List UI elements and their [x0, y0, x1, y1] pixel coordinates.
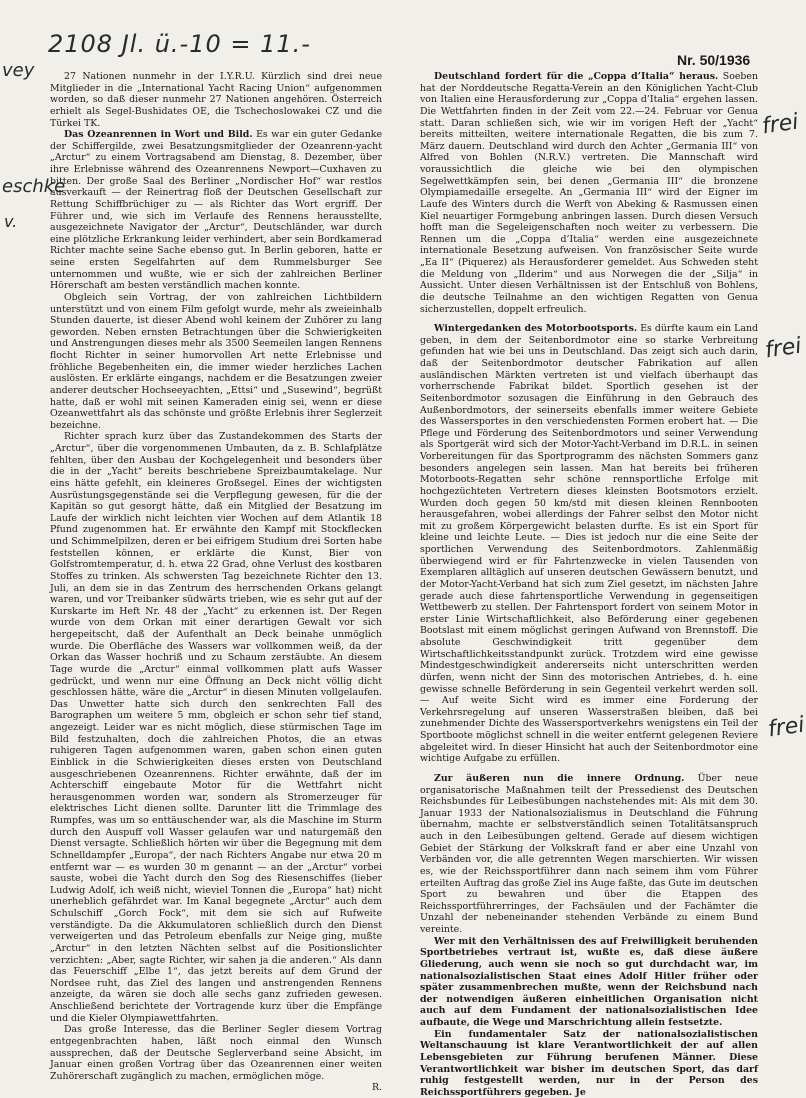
issue-number: Nr. 50/1936: [677, 52, 751, 68]
right-column: [420, 71, 758, 1098]
article-paragraph: Richter sprach kurz über das Zustandekommen des Starts der „Arctur“, über die vorgenommenen Umbauten, da z. B. Schlafplätze fehlten, über den Ausbau der Kochgelegenheit und besonders über die in der „Yacht“ bereits beschriebene Spreizbaumtakelage. Nur eins hätte gefehlt, ein kleineres Großsegel. Eines der wichtigsten Ausrüstungsgegenstände sei die Verpflegung gewesen, für die der Kapitän so gut gesorgt hätte, daß ein Mitglied der Besatzung im Laufe der wirklich nicht leichten vier Wochen auf dem Atlantik 18 Pfund zugenommen hat. Er erwähnte den Kampf mit Stockflecken und Schimmelpilzen, deren er bei eifrigem Studium drei Sorten habe feststellen können, er erklärte die Kunst, Bier von Golfstromtemperatur, d. h. etwa 22 Grad, ohne Verlust des kostbaren Stoffes zu trinken. Als schwersten Tag bezeichnete Richter den 13. Juli, an dem sie in das Zentrum des herrschenden Orkans gelangt waren, und vor Treibanker südwärts trieben, wie es sehr gut auf der Kurskarte im Heft Nr. 48 der „Yacht“ zu erkennen ist. Der Regen wurde von dem Orkan mit einer derartigen Gewalt vor sich hergepeitscht, daß der Aufenthalt an Deck beinahe unmöglich wurde. Die Oberfläche des Wassers war vollkommen weiß, da der Orkan das Wasser hochriß und zu Schaum zerstäubte. An diesem Tage wurde die „Arctur“ einmal vollkommen platt aufs Wasser gedrückt, und wenn nur eine Öffnung an Deck nicht völlig dicht geschlossen hätte, wäre die „Arctur“ in diesen Minuten vollgelaufen. Das Unwetter hatte sich durch den senkrechten Fall des Barographen um weitere 5 mm, obgleich er schon sehr tief stand, angezeigt. Leider war es nicht möglich, diese stürmischen Tage im Bild festzuhalten, doch die zahlreichen Photos, die an etwas ruhigeren Tagen aufgenommen waren, gaben schon einen guten Einblick in die Schwierigkeiten dieses ersten von Deutschland ausgeschriebenen Ozeanrennens. Richter erwähnte, daß der im Achterschiff eingebaute Motor für die Wettfahrt nicht herausgenommen worden war, sondern als Stromerzeuger für elektrisches Licht dienen sollte. Darunter litt die Trimmlage des Rumpfes, was um so enttäuschender war, als die Maschine im Sturm durch den Auspuff voll Wasser gelaufen war und naturgemäß den Dienst versagte. Schließlich hörten wir über die Begegnung mit dem Schnelldampfer „Europa“, der nach Richters Angabe nur etwa 20 m entfernt war — es wurden 30 m genannt — an der „Arctur“ vorbei sauste, wobei die Yacht durch den Sog des Riesenschiffes (lieber Ludwig Adolf, ich weiß nicht, wieviel Tonnen die „Europa“ hat) nicht unerheblich gefährdet war. Im Kanal begegnete „Arctur“ auch dem Schulschiff „Gorch Fock“, mit dem sie sich auf Rufweite verständigte. Da die Akkumulatoren schließlich durch den Dienst verweigerten und das Petroleum ebenfalls zur Neige ging, mußte „Arctur“ in den letzten Nächten selbst auf die Positionslichter verzichten: „Aber, sagte Richter, wir sahen ja die anderen.“ Als dann das Feuerschiff „Elbe 1“, das jetzt bereits auf dem Grund der Nordsee ruht, das Ziel des langen und anstrengenden Rennens anzeigte, da wären sie doch alle sechs ganz zufrieden gewesen. Anschließend berichtete der Vortragende kurz über die Empfänge und die Kieler Olympiawettfahrten.: [50, 431, 382, 1024]
article-paragraph: Wintergedanken des Motorbootsports. Es dürfte kaum ein Land geben, in dem der Seitenbordmotor eine so starke Verbreitung gefunden hat wie bei uns in Deutschland. Das zeigt sich auch darin, daß der Seitenbordmotor deutscher Fabrikation auf allen ausländischen Märkten vertreten ist und vielfach überhaupt das vorherrschende Fabrikat bildet. Sportlich gesehen ist der Seitenbordmotor sozusagen die Einführung in den Gebrauch des Außenbordmotors, der seinerseits ebenfalls immer weitere Gebiete des Wassersportes in den verschiedensten Formen erobert hat. — Die Pflege und Förderung des Seitenbordmotors und seiner Verwendung als Sportgerät wird sich der Motor-Yacht-Verband im D.R.L. in seinen Vorbereitungen für das Sportprogramm des nächsten Sommers ganz besonders angelegen sein lassen. Man hat bereits bei früheren Motorboots-Regatten sehr schöne rennsportliche Erfolge mit hochgezüchteten Vertretern dieses kleinsten Bootsmotors erzielt. Wurden doch gegen 50 km/std mit diesen kleinen Rennbooten herausgefahren, wobei allerdings der Fahrer selbst den Motor nicht mit zu großem Körpergewicht belasten durfte. Es ist ein Sport für kleine und leichte Leute. — Dies ist jedoch nur die eine Seite der sportlichen Verwendung des Seitenbordmotors. Zahlenmäßig überwiegend wird er für Fahrtenzwecke in vielen Tausenden von Exemplaren alltäglich auf unseren deutschen Gewässern benutzt, und der Motor-Yacht-Verband hat sich zum Ziel gesetzt, im nächsten Jahre gerade auch diese fahrtensportliche Verwendung in gegenseitigen Wettbewerb zu stellen. Der Fahrtensport fordert von seinem Motor in erster Linie Wirtschaftlichkeit, also Beförderung einer gegebenen Bootslast mit einem möglichst geringen Aufwand von Brennstoff. Die absolute Geschwindigkeit tritt gegenüber dem Wirtschaftlichkeitsstandpunkt zurück. Trotzdem wird eine gewisse Mindestgeschwindigkeit andererseits nicht unterschritten werden dürfen, wenn nicht der Sinn des motorischen Antriebes, d. h. eine gewisse schnelle Beförderung in sein Gegenteil verkehrt werden soll. — Auf weite Sicht wird es immer eine Forderung der Verkehrsregelung auf unseren Wasserstraßen bleiben, daß bei zunehmender Dichte des Wassersportverkehrs wenigstens ein Teil der Sportboote möglichst schnell in die weiter entfernt gelegenen Reviere abgeleitet wird. In dieser Hinsicht hat auch der Seitenbordmotor eine wichtige Aufgabe zu erfüllen.: [420, 323, 758, 765]
handwritten-annotation-top: 2108 Jl. ü.-10 = 11.-: [48, 30, 311, 58]
article-paragraph: 27 Nationen nunmehr in der I.Y.R.U. Kürzlich sind drei neue Mitglieder in die „International Yacht Racing Union“ aufgenommen worden, so daß dieser nunmehr 27 Nationen angehören. Österreich erhielt als Segel-Bushidates OE, die Tschechoslowakei CZ und die Türkei TK.: [50, 71, 382, 129]
handwritten-edge-note-3: v.: [4, 212, 18, 231]
signature: R.: [371, 1082, 382, 1094]
handwritten-margin-note-1: frei: [760, 109, 800, 140]
article-heading: Zur äußeren nun die innere Ordnung.: [434, 772, 685, 784]
left-column: [50, 71, 382, 1094]
article-paragraph: Obgleich sein Vortrag, der von zahlreichen Lichtbildern unterstützt und von einem Film gefolgt wurde, mehr als zweieinhalb Stunden dauerte, ist dieser Abend wohl keinem der Zuhörer zu lang geworden. Neben ernsten Betrachtungen über die Schwierigkeiten und Anstrengungen dieses mehr als 3500 Seemeilen langen Rennens flocht Richter in seiner humorvollen Art nette Erlebnisse und fröhliche Begebenheiten ein, die immer wieder herzliches Lachen auslösten. Er erklärte eingangs, nachdem er die Besatzungen zweier anderer deutscher Hochseeyachten, „Ettsi“ und „Susewind“, begrüßt hatte, daß er wohl mit seinen Kameraden einig sei, wenn er diese Ozeanwettfahrt als das schönste und größte Erlebnis ihrer Seglerzeit bezeichne.: [50, 291, 382, 431]
article-paragraph-with-signature: Das große Interesse, das die Berliner Segler diesem Vortrag entgegenbrachten haben, läßt noch einmal den Wunsch aussprechen, daß der Deutsche Seglerverband seine Absicht, im Januar einen großen Vortrag über das Ozeanrennen einer weiten Zuhörerschaft zugänglich zu machen, ermöglichen möge.: [50, 1024, 382, 1082]
handwritten-edge-note-1: vey: [2, 60, 35, 81]
handwritten-edge-note-2: eschke: [2, 176, 66, 197]
article-paragraph-bold: Ein fundamentaler Satz der nationalsozialistischen Weltanschauung ist klare Verantwortlichkeit der auf allen Lebensgebieten zur Führung berufenen Männer. Diese Verantwortlichkeit war bisher im deutschen Sport, das darf ruhig festgestellt werden, nur in der Person des Reichssportführers gegeben. Je: [420, 1028, 758, 1098]
handwritten-margin-note-2: frei: [763, 333, 803, 364]
article-paragraph: Deutschland fordert für die „Coppa d’Italia“ heraus. Soeben hat der Norddeutsche Regatta-Verein an den Königlichen Yacht-Club von Italien eine Herausforderung zur „Coppa d’Italia“ ergehen lassen. Die Wettfahrten finden in der Zeit vom 22.—24. Februar vor Genua statt. Daran schließen sich, wie wir im vorigen Heft der „Yacht“ bereits mitteilten, weitere internationale Regatten, die bis zum 7. März dauern. Deutschland wird durch den Achter „Germania III“ von Alfred von Bohlen (N.R.V.) vertreten. Die Mannschaft wird voraussichtlich die gleiche wie bei den olympischen Segelwettkämpfen sein, bei denen „Germania III“ die bronzene Olympiamedaille ersegelte. An „Germania III“ wird der Eigner im Laufe des Winters durch die Werft von Abeking & Rasmussen einen Kiel neuartiger Formgebung anbringen lassen. Durch diesen Versuch hofft man die Segeleigenschaften noch weiter zu verbessern. Die Rennen um die „Coppa d’Italia“ werden eine ausgezeichnete internationale Besetzung aufweisen. Von französischer Seite wurde „Ea II“ (Piquerez) als Herausforderer gemeldet. Aus Schweden steht die Meldung von „Ilderim“ und aus Norwegen die der „Silja“ in Aussicht. Unter diesen Verhältnissen ist der Entschluß von Bohlens, die deutsche Teilnahme an den wichtigen Regatten von Genua sicherzustellen, doppelt erfreulich.: [420, 71, 758, 315]
article-heading: Deutschland fordert für die „Coppa d’Italia“ heraus.: [434, 71, 719, 82]
article-paragraph: Das Ozeanrennen in Wort und Bild. Es war ein guter Gedanke der Schiffergilde, zwei Besatzungsmitglieder der Ozeanrenn-yacht „Arctur“ zu einem Vortragsabend am Dienstag, 8. Dezember, über ihre Erlebnisse während des Ozeanrennens Newport—Cuxhaven zu bitten. Der große Saal des Berliner „Nordischer Hof“ war restlos ausverkauft — der Reinertrag floß der Deutschen Gesellschaft zur Rettung Schiffbrüchiger zu — als Richter das Wort ergriff. Der Führer und, wie sich im Verlaufe des Rennens herausstellte, ausgezeichnete Navigator der „Arctur“, Deutschländer, war durch eine plötzliche Erkrankung leider verhindert, aber sein Bordkamerad Richter machte seine Sache ebenso gut. In Berlin geboren, hatte er seine ersten Segelfahrten auf dem Rummelsburger See unternommen und wußte, wie er sich der zahlreichen Berliner Hörerschaft am besten verständlich machen konnte.: [50, 129, 382, 292]
article-paragraph: Zur äußeren nun die innere Ordnung. Über neue organisatorische Maßnahmen teilt der Pressedienst des Deutschen Reichsbundes für Leibesübungen nachstehendes mit: Als mit dem 30. Januar 1933 der Nationalsozialismus in Deutschland die Führung übernahm, machte er selbstverständlich seinen Totalitätsanspruch auch in den Leibesübungen geltend. Gerade auf diesem wichtigen Gebiet der Stärkung der Volkskraft fand er aber eine Unzahl von Verbänden vor, die alle getrennten Wegen marschierten. Wir wissen es, wie der Reichssportführer dann nach seinem ihm vom Führer erteilten Auftrag das große Ziel ins Auge faßte, das Gute im deutschen Sport zu bewahren und über die Etappen des Reichssportführerringes, der Fachsäulen und der Fachämter die Unzahl der nebeneinander stehenden Verbände zu einem Bund vereinte.: [420, 772, 758, 935]
article-heading: Das Ozeanrennen in Wort und Bild.: [64, 129, 253, 141]
article-paragraph-bold: Wer mit den Verhältnissen des auf Freiwilligkeit beruhenden Sportbetriebes vertraut ist, wußte es, daß diese äußere Gliederung, auch wenn sie noch so gut durchdacht war, im nationalsozialistischen Staat eines Adolf Hitler früher oder später zusammenbrechen mußte, wenn der Reichsbund nach der notwendigen äußeren einheitlichen Organisation nicht auch auf dem Fundament der nationalsozialistischen Idee aufbaute, die Wege und Marschrichtung allein festsetzte.: [420, 935, 758, 1028]
handwritten-margin-note-3: frei: [766, 712, 806, 743]
article-heading: Wintergedanken des Motorbootsports.: [434, 323, 638, 335]
